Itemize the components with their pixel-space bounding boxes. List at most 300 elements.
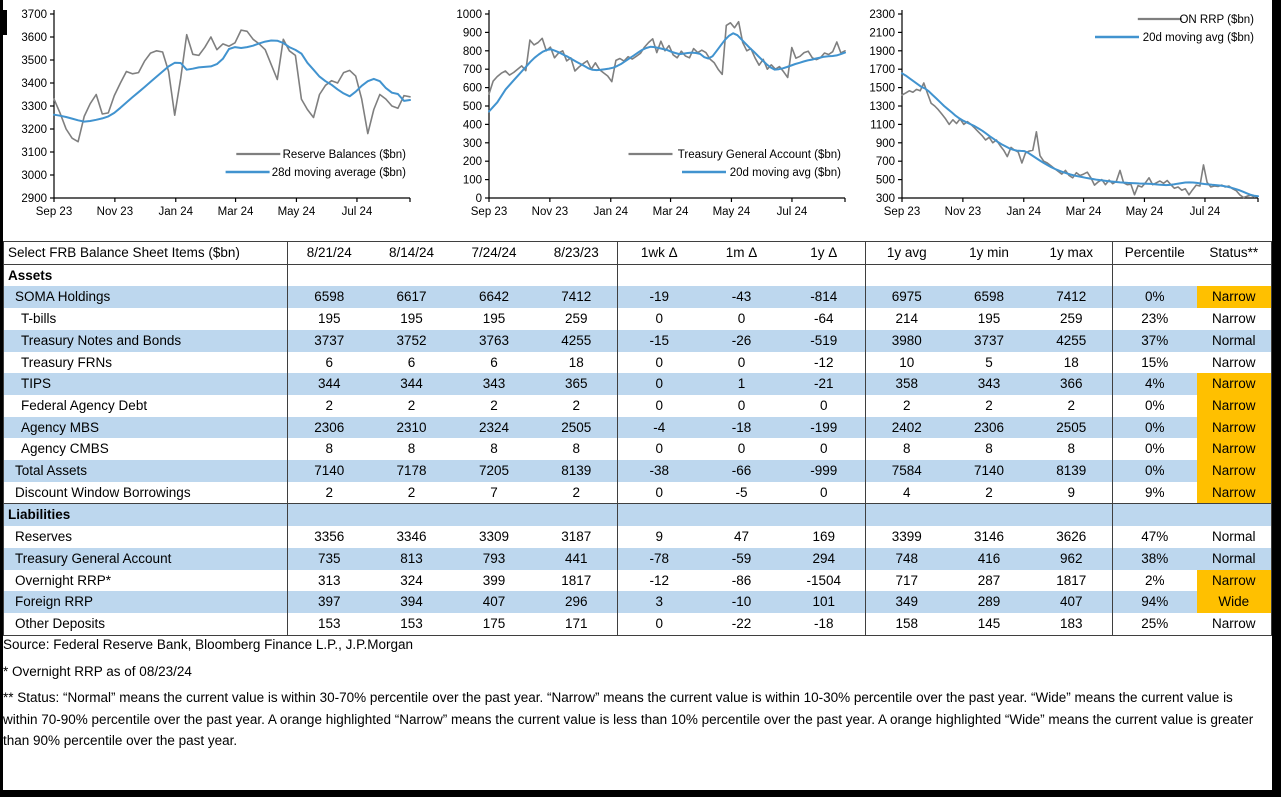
percentile-cell: 47%: [1113, 526, 1197, 548]
table-cell: 366: [1031, 373, 1113, 395]
x-tick-label: Sep 23: [883, 206, 921, 218]
row-label: Treasury General Account: [4, 548, 288, 570]
y-tick-label: 200: [462, 156, 482, 169]
percentile-cell: 0%: [1113, 395, 1197, 417]
table-cell: 183: [1059, 615, 1083, 631]
table-cell: 407: [453, 591, 536, 613]
table-cell: [288, 504, 371, 526]
table-cell: 6642: [453, 286, 536, 308]
table-cell: 8: [866, 438, 948, 460]
y-tick-label: 1700: [869, 64, 895, 77]
status-cell: Narrow: [1197, 373, 1272, 395]
row-label: Foreign RRP: [4, 591, 288, 613]
row-label: Overnight RRP*: [15, 572, 112, 588]
table-cell: 0: [618, 613, 701, 635]
table-title: Select FRB Balance Sheet Items ($bn): [4, 242, 288, 265]
table-cell: -66: [701, 460, 783, 482]
table-cell: 4255: [536, 330, 618, 352]
row-label: Reserves: [15, 529, 73, 545]
table-cell: -12: [618, 570, 701, 592]
table-cell: 3980: [866, 330, 948, 352]
table-cell: 3146: [973, 529, 1005, 545]
table-cell: [948, 264, 1031, 286]
status-cell: Narrow: [1197, 417, 1272, 439]
table-cell: 7: [490, 484, 498, 500]
table-cell: 394: [371, 591, 453, 613]
series-line: [902, 83, 1258, 198]
row-label: Total Assets: [4, 460, 288, 482]
table-cell: 2: [866, 395, 948, 417]
percentile-cell: 38%: [1113, 548, 1197, 570]
table-cell: 6598: [288, 286, 371, 308]
row-label: Assets: [8, 267, 53, 283]
status-cell: [1197, 504, 1272, 526]
table-cell: 3309: [478, 529, 510, 545]
table-cell: 416: [948, 548, 1031, 570]
y-tick-label: 2900: [21, 193, 47, 205]
table-cell: 343: [453, 373, 536, 395]
table-cell: 195: [288, 308, 371, 330]
table-cell: 3346: [396, 529, 427, 545]
status-cell: Narrow: [1197, 438, 1272, 460]
column-header: 8/14/24: [371, 242, 453, 265]
balance-sheet-table: [3, 241, 1272, 636]
table-cell: [948, 504, 1031, 526]
y-tick-label: 3200: [21, 124, 47, 136]
percentile-cell: 2%: [1113, 570, 1197, 592]
table-header-row: [4, 242, 1272, 265]
percentile-cell: 0%: [1113, 286, 1197, 308]
column-header: 1wk Δ: [618, 242, 701, 265]
table-cell: 2: [288, 482, 371, 504]
x-tick-label: May 24: [1125, 206, 1164, 218]
y-tick-label: 800: [462, 45, 482, 58]
y-tick-label: 3400: [21, 78, 47, 90]
table-cell: 8139: [536, 460, 618, 482]
y-tick-label: 3700: [21, 9, 47, 21]
table-cell: 145: [977, 615, 1001, 631]
table-cell: -5: [735, 484, 748, 500]
table-cell: 0: [737, 354, 746, 370]
status-cell: Normal: [1197, 330, 1272, 352]
table-cell: -38: [618, 460, 701, 482]
table-row: [4, 460, 1272, 482]
y-tick-label: 0: [475, 193, 482, 205]
table-cell: 2310: [371, 417, 453, 439]
row-label: Discount Window Borrowings: [15, 484, 191, 500]
table-cell: 8139: [1031, 460, 1113, 482]
table-cell: [453, 504, 536, 526]
table-cell: 2505: [1031, 417, 1113, 439]
table-cell: 1817: [1056, 572, 1087, 588]
table-cell: 175: [482, 615, 506, 631]
table-cell: 287: [977, 572, 1001, 588]
y-tick-label: 700: [462, 64, 482, 77]
column-header: Status**: [1197, 242, 1272, 265]
table-cell: 748: [866, 548, 948, 570]
y-tick-label: 100: [462, 174, 482, 187]
series-line: [489, 33, 845, 111]
percentile-cell: 94%: [1113, 591, 1197, 613]
table-cell: 6: [288, 352, 371, 374]
table-cell: 397: [288, 591, 371, 613]
series-line: [54, 30, 410, 142]
legend-label: ON RRP ($bn): [1179, 14, 1254, 26]
row-label: Other Deposits: [15, 615, 106, 631]
table-cell: 2: [407, 484, 416, 500]
table-cell: 7140: [288, 460, 371, 482]
table-row: [4, 613, 1272, 635]
legend-label: 20d moving avg ($bn): [729, 167, 841, 179]
table-cell: 2306: [288, 417, 371, 439]
y-tick-label: 3000: [21, 170, 47, 182]
table-row: [4, 482, 1272, 504]
column-header: 1m Δ: [701, 242, 783, 265]
y-tick-label: 3500: [21, 55, 47, 67]
table-cell: 3: [618, 591, 701, 613]
table-cell: 313: [288, 570, 371, 592]
table-cell: 8: [288, 438, 371, 460]
table-cell: 793: [453, 548, 536, 570]
status-footnote: ** Status: “Normal” means the current value is within 30-70% percentile over the past year. “Narrow” means the current value is within 10-30% percentile over the past year. “Wide” means the current value is within 70-90% percentile over the past year. A orange highlighted “Narrow” means the current value is less than 10% percentile over the past year. A orange highlighted “Wide” means the current value is greater than 90% percentile over the past year.: [3, 690, 1254, 749]
table-cell: -26: [701, 330, 783, 352]
table-cell: 153: [400, 615, 423, 631]
table-cell: 7412: [1031, 286, 1113, 308]
percentile-cell: 0%: [1113, 460, 1197, 482]
window-edge-bottom: [0, 790, 1281, 797]
table-cell: 0: [618, 438, 701, 460]
table-cell: [866, 504, 948, 526]
table-row: [4, 373, 1272, 395]
table-cell: -519: [783, 330, 866, 352]
table-cell: 289: [948, 591, 1031, 613]
y-tick-label: 1300: [869, 101, 895, 113]
table-row: [4, 570, 1272, 592]
y-tick-label: 1100: [870, 119, 895, 132]
table-cell: [783, 264, 866, 286]
percentile-cell: 37%: [1113, 330, 1197, 352]
footnotes: [3, 634, 1266, 757]
legend-label: 20d moving avg ($bn): [1142, 32, 1254, 44]
table-cell: 0: [618, 373, 701, 395]
table-cell: -10: [701, 591, 783, 613]
column-header: 7/24/24: [453, 242, 536, 265]
table-cell: [618, 504, 701, 526]
x-tick-label: Sep 23: [470, 206, 508, 218]
table-cell: 7205: [453, 460, 536, 482]
table-cell: 9: [1067, 484, 1075, 500]
table-row: [4, 330, 1272, 352]
table-cell: [866, 264, 948, 286]
row-label: Agency CMBS: [21, 441, 109, 457]
balance-sheet-table-container: [3, 241, 1271, 636]
table-cell: 3737: [948, 330, 1031, 352]
table-cell: 0: [618, 308, 701, 330]
table-cell: 171: [564, 615, 588, 631]
table-cell: 2: [288, 395, 371, 417]
table-cell: 6598: [948, 286, 1031, 308]
table-cell: 101: [783, 591, 866, 613]
table-cell: 18: [1063, 354, 1079, 370]
table-cell: 3737: [288, 330, 371, 352]
column-header: 8/23/23: [536, 242, 618, 265]
y-tick-label: 300: [875, 193, 895, 205]
table-cell: 8: [407, 441, 416, 457]
table-row: [4, 548, 1272, 570]
table-row: [4, 308, 1272, 330]
reserve-balances-chart: [2, 2, 427, 230]
x-tick-label: Nov 23: [944, 206, 982, 218]
table-row: [4, 526, 1272, 548]
y-tick-label: 2100: [869, 27, 895, 40]
table-cell: 735: [288, 548, 371, 570]
row-label: T-bills: [21, 311, 57, 327]
table-cell: 2: [985, 484, 993, 500]
status-cell: Narrow: [1197, 460, 1272, 482]
y-tick-label: 900: [462, 27, 482, 40]
table-cell: 10: [866, 352, 948, 374]
table-cell: 6: [490, 354, 498, 370]
percentile-cell: 23%: [1113, 308, 1197, 330]
table-cell: -814: [783, 286, 866, 308]
table-cell: 7178: [371, 460, 453, 482]
table-cell: [701, 504, 783, 526]
y-tick-label: 500: [875, 174, 895, 187]
table-cell: 214: [866, 308, 948, 330]
table-cell: 2: [985, 397, 993, 413]
column-header: 1y Δ: [783, 242, 866, 265]
table-cell: 259: [1059, 311, 1083, 327]
y-tick-label: 2300: [869, 9, 895, 21]
table-row: [4, 352, 1272, 374]
table-cell: -19: [618, 286, 701, 308]
legend-label: Reserve Balances ($bn): [282, 149, 406, 161]
table-cell: 0: [618, 482, 701, 504]
table-cell: [701, 264, 783, 286]
table-cell: [371, 504, 453, 526]
table-cell: [618, 264, 701, 286]
x-tick-label: Mar 24: [652, 206, 689, 218]
table-cell: 6: [407, 354, 416, 370]
percentile-cell: 4%: [1113, 373, 1197, 395]
y-tick-label: 3100: [21, 147, 47, 159]
status-cell: Narrow: [1197, 570, 1272, 592]
table-cell: 195: [482, 311, 506, 327]
status-cell: [1197, 264, 1272, 286]
table-cell: 2306: [948, 417, 1031, 439]
percentile-cell: 0%: [1113, 438, 1197, 460]
percentile-cell: 25%: [1113, 613, 1197, 635]
table-cell: 3763: [453, 330, 536, 352]
table-cell: 2: [490, 397, 498, 413]
table-cell: -18: [813, 615, 834, 631]
table-cell: 3356: [288, 526, 371, 548]
status-cell: Wide: [1197, 591, 1272, 613]
x-tick-label: Jan 24: [593, 206, 629, 218]
table-row: [4, 591, 1272, 613]
table-cell: 0: [819, 397, 828, 413]
table-cell: 259: [564, 311, 588, 327]
table-row: [4, 286, 1272, 308]
table-cell: 7412: [536, 286, 618, 308]
row-label: Liabilities: [4, 504, 288, 526]
table-cell: 365: [536, 373, 618, 395]
table-cell: 349: [866, 591, 948, 613]
y-tick-label: 900: [875, 137, 895, 150]
table-cell: 2505: [536, 417, 618, 439]
percentile-cell: 9%: [1113, 482, 1197, 504]
x-tick-label: Jan 24: [158, 206, 194, 218]
x-tick-label: Nov 23: [96, 206, 134, 218]
table-cell: -78: [618, 548, 701, 570]
table-cell: 169: [812, 529, 836, 545]
table-cell: 407: [1031, 591, 1113, 613]
table-cell: 195: [400, 311, 423, 327]
table-cell: 18: [568, 354, 584, 370]
y-tick-label: 600: [462, 82, 482, 95]
table-cell: 3626: [1056, 529, 1087, 545]
table-cell: 0: [737, 397, 746, 413]
table-cell: 1: [701, 373, 783, 395]
table-cell: 47: [733, 529, 750, 545]
percentile-cell: 0%: [1113, 417, 1197, 439]
column-header: 8/21/24: [288, 242, 371, 265]
table-cell: 0: [737, 311, 746, 327]
table-cell: 324: [400, 572, 423, 588]
status-cell: Narrow: [1211, 311, 1256, 327]
table-cell: 344: [371, 373, 453, 395]
y-tick-label: 1000: [456, 9, 482, 21]
source-note: Source: Federal Reserve Bank, Bloomberg Finance L.P., J.P.Morgan: [3, 637, 413, 652]
status-cell: Narrow: [1211, 615, 1256, 631]
table-cell: 813: [371, 548, 453, 570]
row-label: Federal Agency Debt: [21, 397, 148, 413]
table-cell: 3752: [371, 330, 453, 352]
x-tick-label: May 24: [712, 206, 751, 218]
rrp-footnote: * Overnight RRP as of 08/23/24: [3, 663, 192, 679]
table-row: [4, 417, 1272, 439]
series-line: [902, 73, 1258, 196]
table-cell: [288, 264, 371, 286]
y-tick-label: 3300: [21, 101, 47, 113]
percentile-cell: [1113, 504, 1197, 526]
table-cell: 0: [737, 441, 746, 457]
y-tick-label: 1900: [869, 45, 895, 58]
table-cell: -64: [813, 311, 834, 327]
table-cell: -199: [783, 417, 866, 439]
table-cell: 2: [1067, 397, 1075, 413]
table-cell: 0: [819, 441, 828, 457]
table-row: [4, 264, 1272, 286]
table-cell: [371, 264, 453, 286]
table-cell: -59: [701, 548, 783, 570]
status-cell: Narrow: [1197, 395, 1272, 417]
table-cell: 3187: [561, 529, 592, 545]
table-row: [4, 438, 1272, 460]
table-cell: 0: [618, 352, 701, 374]
table-cell: 195: [977, 311, 1001, 327]
table-cell: 6617: [371, 286, 453, 308]
table-cell: 3399: [866, 526, 948, 548]
table-cell: 8: [490, 441, 498, 457]
table-cell: [536, 264, 618, 286]
table-cell: -15: [618, 330, 701, 352]
percentile-cell: 15%: [1113, 352, 1197, 374]
table-cell: -21: [783, 373, 866, 395]
table-cell: -1504: [806, 572, 842, 588]
table-row: [4, 504, 1272, 526]
legend-label: 28d moving average ($bn): [271, 167, 406, 179]
on-rrp-chart: [850, 2, 1275, 230]
status-cell: Narrow: [1211, 354, 1256, 370]
x-tick-label: Mar 24: [1065, 206, 1102, 218]
x-tick-label: May 24: [277, 206, 316, 218]
x-tick-label: Jul 24: [776, 206, 808, 218]
table-cell: 5: [985, 354, 993, 370]
table-cell: [783, 504, 866, 526]
legend-label: Treasury General Account ($bn): [677, 149, 841, 161]
table-cell: 441: [536, 548, 618, 570]
y-tick-label: 500: [462, 101, 482, 113]
table-cell: 2: [572, 484, 580, 500]
x-tick-label: Jan 24: [1006, 206, 1042, 218]
table-cell: -999: [783, 460, 866, 482]
column-header: 1y min: [948, 242, 1031, 265]
table-cell: [1031, 504, 1113, 526]
percentile-cell: [1113, 264, 1197, 286]
y-tick-label: 700: [875, 156, 895, 169]
table-cell: -12: [813, 354, 834, 370]
table-cell: -4: [618, 417, 701, 439]
table-cell: -86: [731, 572, 752, 588]
table-cell: [453, 264, 536, 286]
table-cell: 717: [866, 570, 948, 592]
status-cell: Normal: [1197, 548, 1272, 570]
table-row: [4, 395, 1272, 417]
table-cell: 0: [819, 484, 828, 500]
y-tick-label: 1500: [869, 82, 895, 95]
x-tick-label: Nov 23: [531, 206, 569, 218]
table-cell: 2: [407, 397, 416, 413]
y-tick-label: 3600: [21, 32, 47, 44]
status-cell: Normal: [1211, 529, 1256, 545]
column-header: 1y max: [1031, 242, 1113, 265]
table-cell: 296: [536, 591, 618, 613]
x-tick-label: Jul 24: [1189, 206, 1221, 218]
table-cell: 8: [985, 441, 993, 457]
table-cell: 4: [866, 482, 948, 504]
table-cell: [1031, 264, 1113, 286]
x-tick-label: Sep 23: [35, 206, 73, 218]
status-cell: Narrow: [1197, 482, 1272, 504]
table-cell: [536, 504, 618, 526]
column-header: 1y avg: [866, 242, 948, 265]
table-cell: 8: [1067, 441, 1075, 457]
treasury-general-account-chart: [437, 2, 862, 230]
table-cell: 962: [1031, 548, 1113, 570]
row-label: SOMA Holdings: [4, 286, 288, 308]
x-tick-label: Mar 24: [217, 206, 254, 218]
table-cell: 399: [482, 572, 506, 588]
table-cell: -18: [701, 417, 783, 439]
status-cell: Narrow: [1197, 286, 1272, 308]
table-cell: 7584: [866, 460, 948, 482]
table-cell: 2402: [866, 417, 948, 439]
table-cell: 294: [783, 548, 866, 570]
table-cell: 343: [948, 373, 1031, 395]
table-cell: 158: [866, 613, 948, 635]
y-tick-label: 300: [462, 137, 482, 150]
